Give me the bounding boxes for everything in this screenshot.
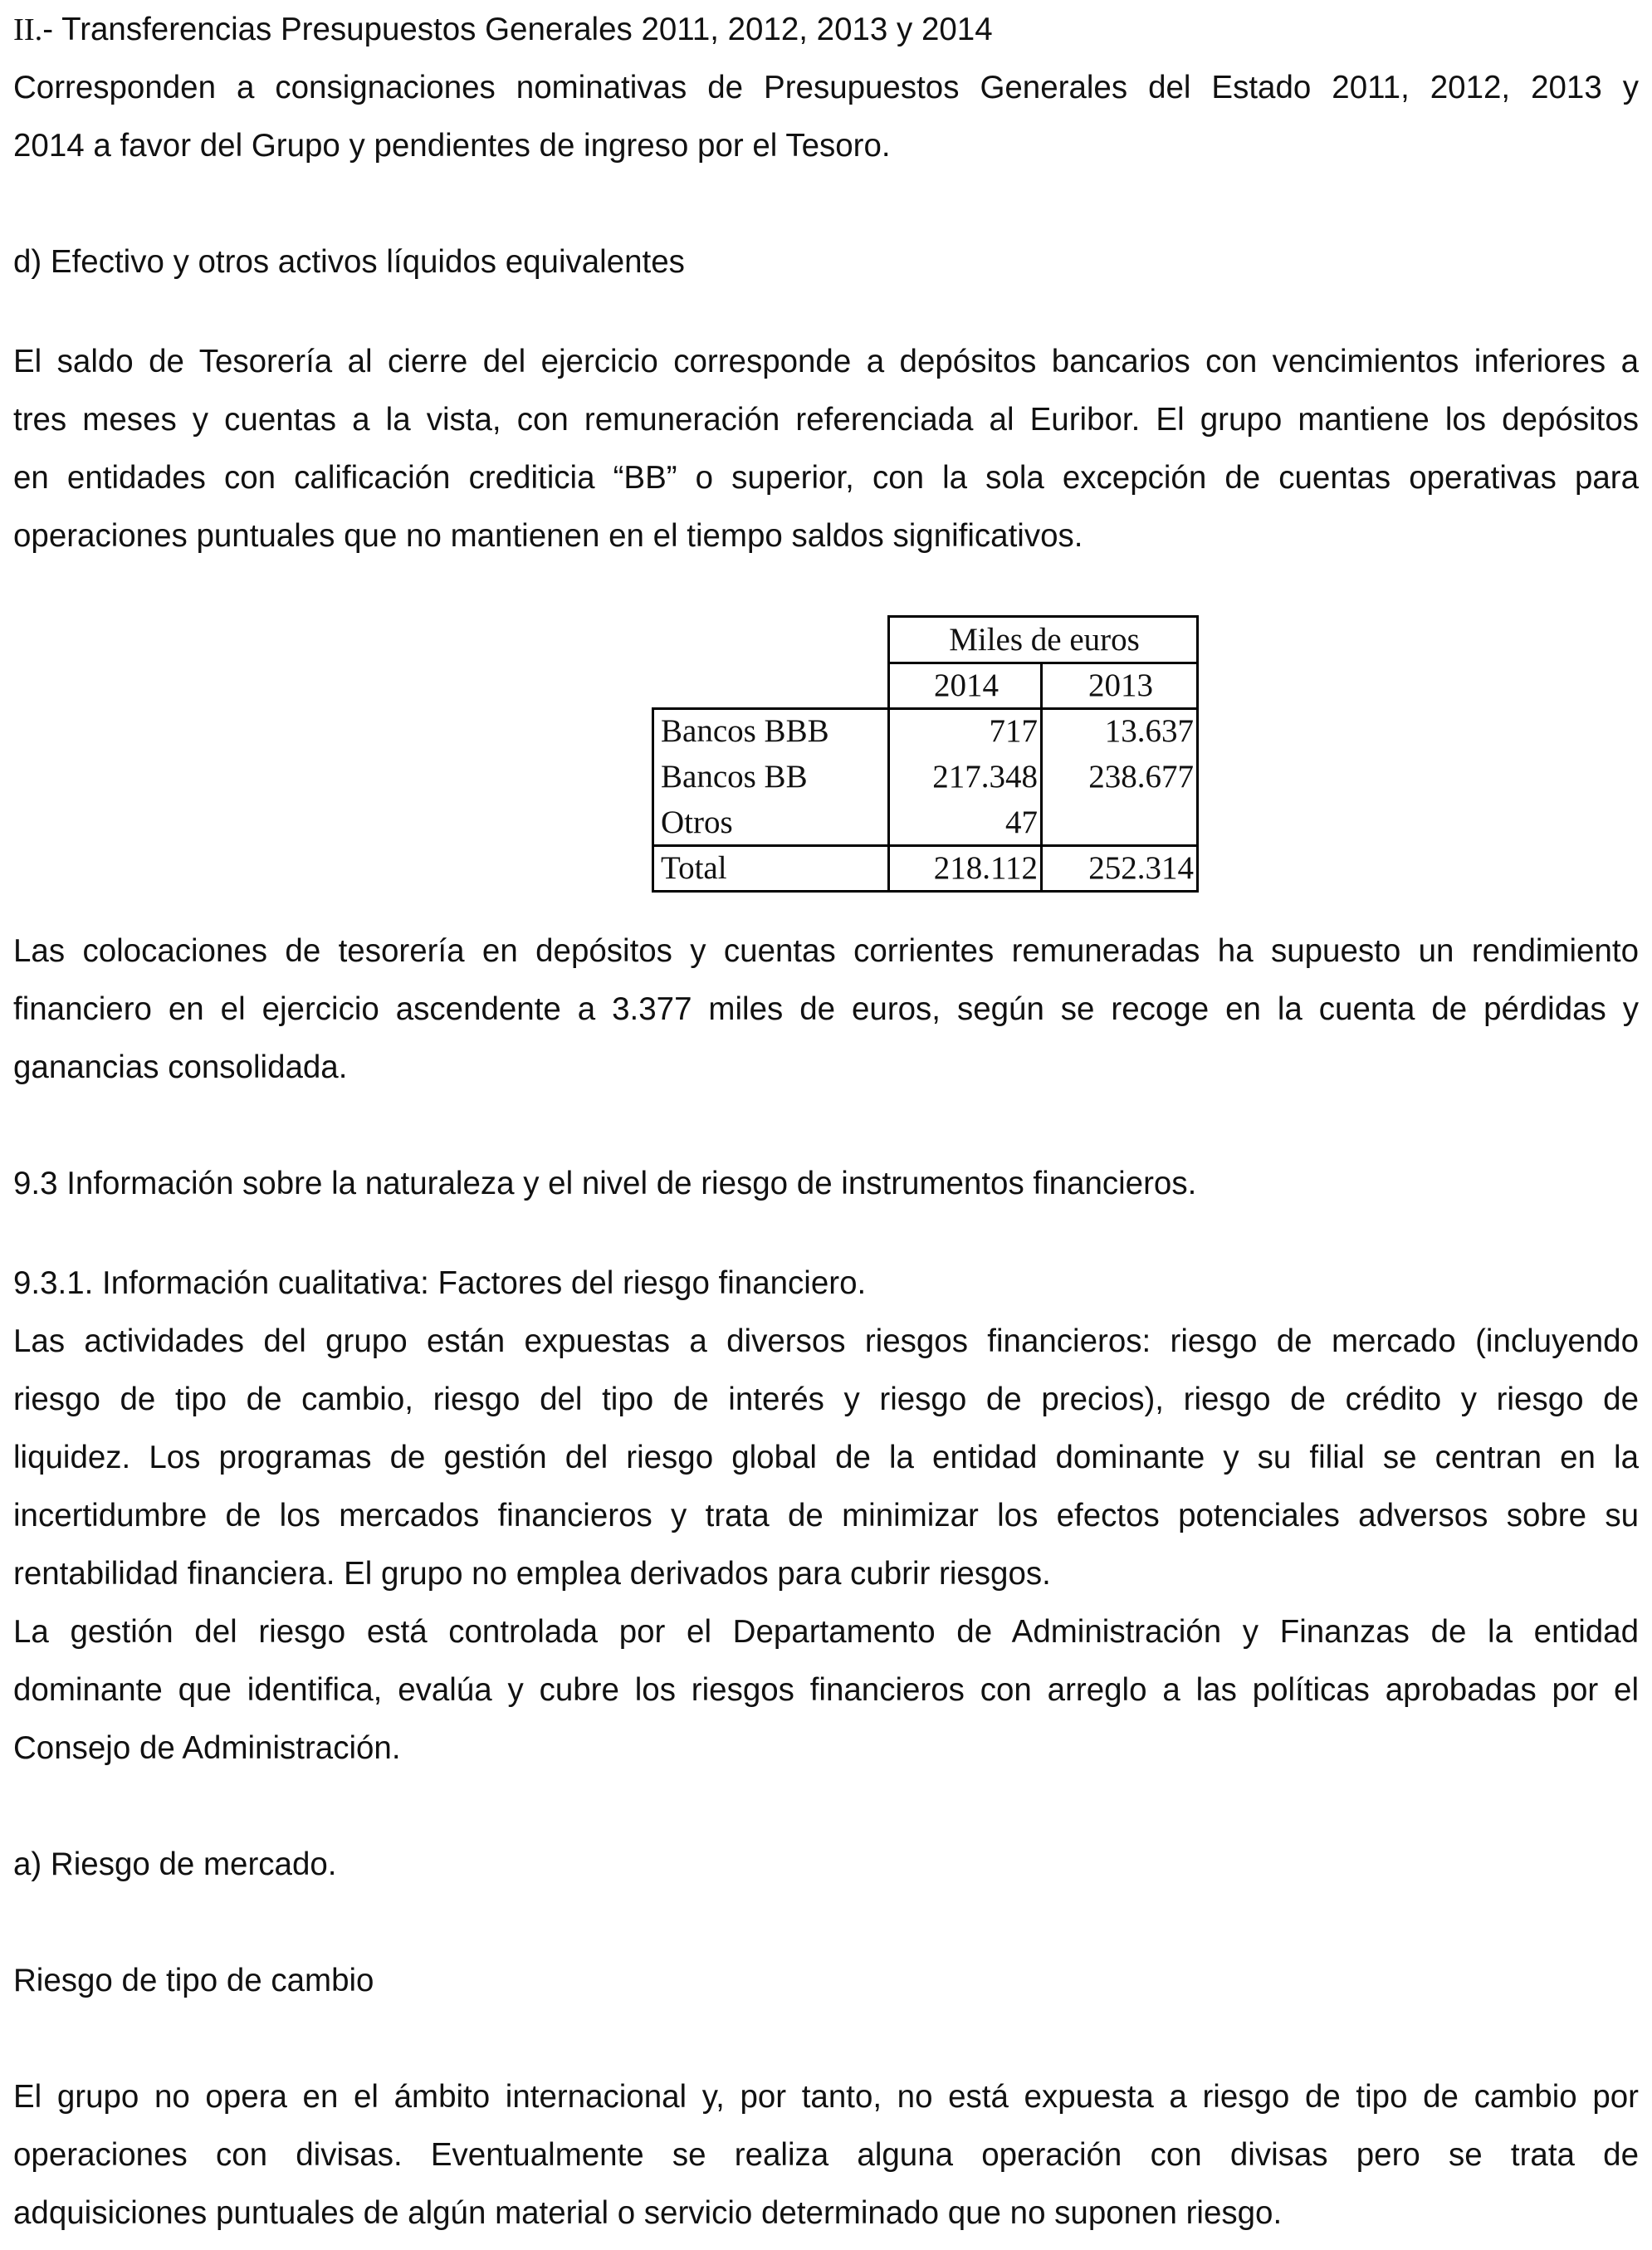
heading-text: - Transferencias Presupuestos Generales 2011, 2012, 2013 y 2014 [42,12,993,47]
table-rule [652,890,1199,893]
paragraph-line: dominante que identifica, evalúa y cubre los riesgos financieros con arreglo a las políticas aprobadas por el [13,1672,1639,1708]
paragraph-line: liquidez. Los programas de gestión del riesgo global de la entidad dominante y su filial se centran en la [13,1440,1639,1475]
table-rule [652,707,1199,710]
table-rule [887,615,1199,618]
paragraph-line: tres meses y cuentas a la vista, con remuneración referenciada al Euribor. El grupo mantiene los depósitos [13,402,1639,438]
table-unit-header: Miles de euros [949,622,1140,658]
paragraph-line: La gestión del riesgo está controlada por el Departamento de Administración y Finanzas de la entidad [13,1614,1639,1650]
paragraph-line: incertidumbre de los mercados financieros y trata de minimizar los efectos potenciales adversos sobre su [13,1498,1639,1533]
table-rule [1040,662,1043,893]
paragraph-line: ganancias consolidada. [13,1049,348,1085]
table-cell: 13.637 [1104,713,1194,749]
paragraph-line: en entidades con calificación crediticia “BB” o superior, con la sola excepción de cuentas operativas para [13,460,1639,496]
table-rule [652,844,1199,847]
heading-riesgo-mercado: a) Riesgo de mercado. [13,1846,337,1882]
heading-efectivo: d) Efectivo y otros activos líquidos equivalentes [13,244,685,280]
table-cell: 217.348 [932,759,1038,795]
table-cell: 717 [989,713,1038,749]
heading-riesgo-tipo-cambio: Riesgo de tipo de cambio [13,1963,374,1998]
paragraph-line: rentabilidad financiera. El grupo no emplea derivados para cubrir riesgos. [13,1556,1051,1592]
table-rule [887,615,890,893]
paragraph-line: El saldo de Tesorería al cierre del ejercicio corresponde a depósitos bancarios con vencimientos inferiores a [13,344,1639,379]
table-row-label: Otros [661,805,733,840]
table-year-header: 2014 [934,668,999,703]
paragraph-line: operaciones puntuales que no mantienen en el tiempo saldos significativos. [13,518,1083,554]
paragraph-line: operaciones con divisas. Eventualmente se realiza alguna operación con divisas pero se trata de [13,2137,1639,2173]
table-cell [1043,800,1199,846]
table-year-header: 2013 [1088,668,1153,703]
paragraph-line: Las actividades del grupo están expuestas a diversos riesgos financieros: riesgo de mercado (incluyendo [13,1323,1639,1359]
paragraph-line: riesgo de tipo de cambio, riesgo del tipo de interés y riesgo de precios), riesgo de crédito y riesgo de [13,1382,1639,1417]
table-total-label: Total [661,850,727,886]
table-cell: 238.677 [1088,759,1194,795]
heading-9-3-1: 9.3.1. Información cualitativa: Factores del riesgo financiero. [13,1265,867,1301]
table-total-cell: 252.314 [1088,850,1194,886]
paragraph-line: financiero en el ejercicio ascendente a 3.377 miles de euros, según se recoge en la cuenta de pérdidas y [13,991,1639,1027]
paragraph-line: Consejo de Administración. [13,1730,401,1766]
paragraph-line: Las colocaciones de tesorería en depósitos y cuentas corrientes remuneradas ha supuesto un rendimiento [13,933,1639,969]
paragraph-line: 2014 a favor del Grupo y pendientes de ingreso por el Tesoro. [13,128,891,164]
table-rule [1196,615,1199,893]
table-rule [887,662,1199,664]
paragraph-line: adquisiciones puntuales de algún material o servicio determinado que no suponen riesgo. [13,2195,1283,2231]
heading-9-3: 9.3 Información sobre la naturaleza y el nivel de riesgo de instrumentos financieros. [13,1166,1197,1201]
table-total-cell: 218.112 [933,850,1038,886]
paragraph-line: Corresponden a consignaciones nominativas de Presupuestos Generales del Estado 2011, 2012, 2013 y [13,70,1639,105]
table-rule [652,707,654,893]
table-row-label: Bancos BB [661,759,808,795]
table-row-label: Bancos BBB [661,713,829,749]
paragraph-line: El grupo no opera en el ámbito internacional y, por tanto, no está expuesta a riesgo de tipo de cambio por [13,2079,1639,2115]
heading-prefix: II. [13,12,43,47]
table-cell: 47 [1005,805,1038,840]
cash-table [0,0,1652,913]
